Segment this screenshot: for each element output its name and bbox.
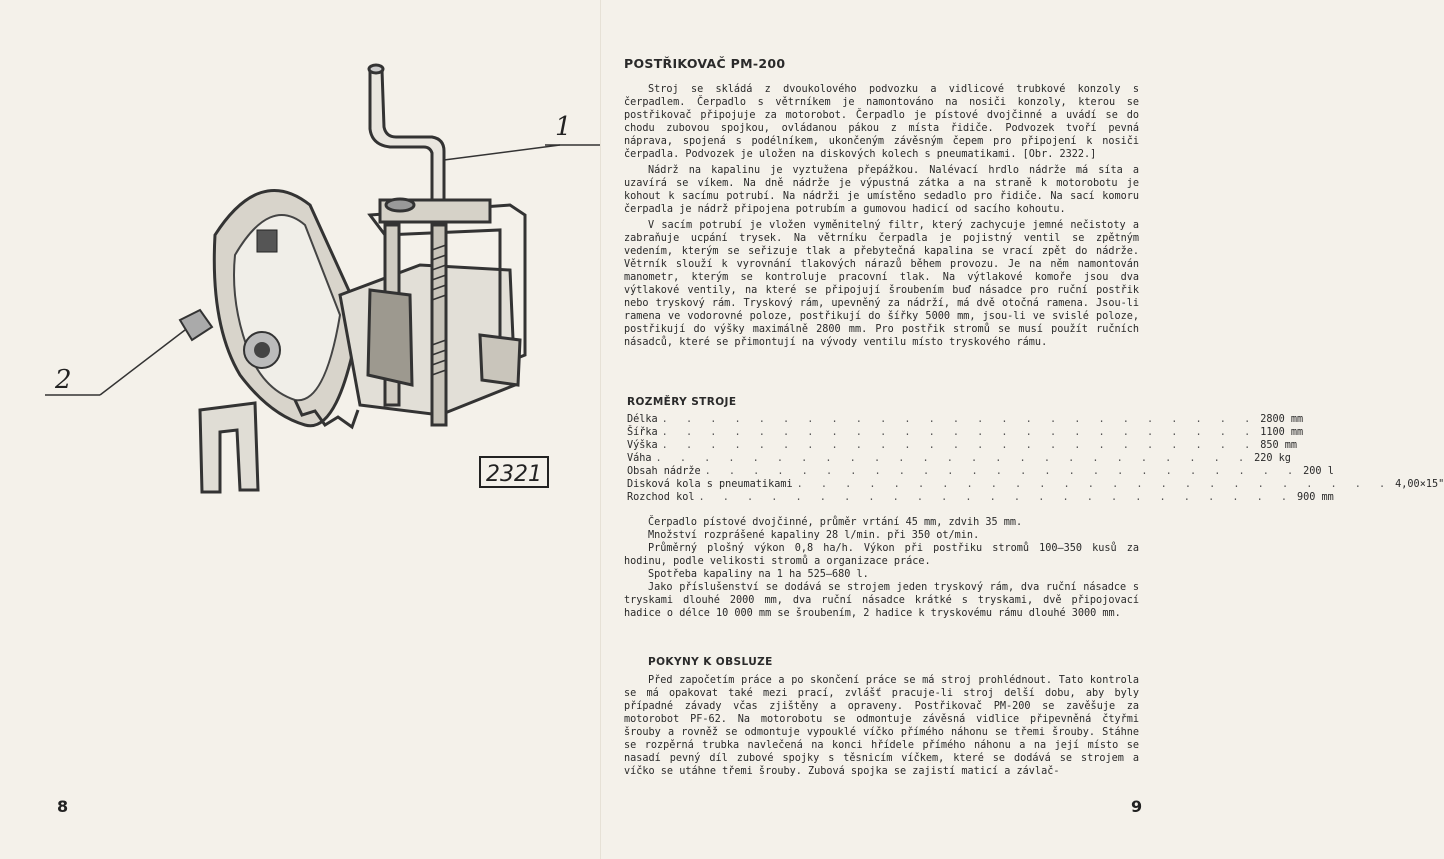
page-number-left: 8 <box>57 797 69 816</box>
leader-line-1 <box>444 145 560 160</box>
service-section <box>624 656 1139 778</box>
intro-paragraph-2: Nádrž na kapalinu je vyztužena přepážkou. Nalévací hrdlo nádrže má síta a uzavírá se víkem. Na dně nádrže je výpustná zátka a na straně k motorobotu je kohout k sacímu potrubí. Na nádrži je umístěno sedadlo pro řidiče. Na sací komoru čerpadla je nádrž připojena potrubím a gumovou hadicí od sacího kohoutu. <box>624 165 1139 215</box>
leader-dots: . . . . . . . . . . . . . . . . . . . . . . . . . <box>655 453 1251 464</box>
dimension-row <box>627 439 1298 452</box>
spread-gutter <box>600 0 601 859</box>
spec-paragraph-2: Množství rozprášené kapaliny 28 l/min. při 350 ot/min. <box>648 530 980 541</box>
dimension-value: 200 l <box>1303 466 1334 477</box>
dimensions-heading: ROZMĚRY STROJE <box>627 396 737 408</box>
dimension-value: 850 mm <box>1260 440 1298 451</box>
leader-dots: . . . . . . . . . . . . . . . . . . . . . . . . . <box>661 414 1257 425</box>
dimension-value: 4,00×15" <box>1395 479 1444 490</box>
dimension-row <box>627 491 1334 504</box>
dimension-label: Váha <box>627 453 652 464</box>
section-title: POSTŘIKOVAČ PM-200 <box>624 56 786 71</box>
leader-dots: . . . . . . . . . . . . . . . . . . . . . . . . . <box>704 466 1300 477</box>
dimensions-heading-block <box>624 396 1139 414</box>
dimension-label: Rozchod kol <box>627 492 695 503</box>
crank-handle <box>369 65 444 205</box>
dimension-value: 2800 mm <box>1260 414 1304 425</box>
pump-illustration <box>40 55 600 505</box>
spec-paragraph-3: Průměrný plošný výkon 0,8 ha/h. Výkon při postřiku stromů 100—350 kusů za hodinu, podle velikosti stromů a organizace práce. <box>624 543 1139 567</box>
dimension-row <box>627 465 1334 478</box>
drive-disc <box>180 190 360 427</box>
leader-line-2 <box>100 330 185 395</box>
dimension-value: 1100 mm <box>1260 427 1304 438</box>
intro-section <box>624 56 1139 349</box>
page-number-right: 9 <box>1131 797 1143 816</box>
leader-dots: . . . . . . . . . . . . . . . . . . . . . . . . . <box>698 492 1294 503</box>
clip-piece <box>200 403 258 492</box>
spec-section <box>624 516 1139 620</box>
leader-dots: . . . . . . . . . . . . . . . . . . . . . . . . . <box>796 479 1392 490</box>
spec-paragraph-5: Jako příslušenství se dodává se strojem jeden tryskový rám, dva ruční násadce s tryskami dlouhé 2000 mm, dva ruční násadce krátké s tryskami, dvě připojovací hadice o délce 10 000 mm se šroubením, 2 hadice k tryskovému rámu dlouhé 3000 mm. <box>624 582 1139 619</box>
leader-dots: . . . . . . . . . . . . . . . . . . . . . . . . . <box>661 440 1257 451</box>
service-heading: POKYNY K OBSLUZE <box>648 656 773 668</box>
dimension-row <box>627 452 1291 465</box>
figure-number: 2321 <box>486 462 542 487</box>
dimension-row <box>627 478 1444 491</box>
spec-paragraph-4: Spotřeba kapaliny na 1 ha 525—680 l. <box>648 569 869 580</box>
callout-1: 1 <box>555 112 572 142</box>
dimension-row <box>627 426 1304 439</box>
pump-drawing <box>40 55 600 505</box>
service-paragraph: Před započetím práce a po skončení práce se má stroj prohlédnout. Tato kontrola se má opakovat také mezi prací, zvlášť pracuje-li stroj delší dobu, aby byly případné závady včas zjištěny a opraveny. Postřikovač PM-200 se zavěšuje za motorobot PF-62. Na motorobotu se odmontuje závěsná vidlice připevněná čtyřmi šrouby a rovněž se odmontuje vypouklé víčko přímého náhonu se třemi šrouby. Stáhne se rozpěrná trubka navlečená na konci hřídele přímého náhonu a na její místo se nasadí pevný díl zubové spojky s těsnicím víčkem, které se dodává se strojem a víčko se utáhne třemi šrouby. Zubová spojka se zajistí maticí a závlač- <box>624 675 1139 777</box>
dimension-value: 900 mm <box>1297 492 1334 503</box>
leader-dots: . . . . . . . . . . . . . . . . . . . . . . . . . <box>661 427 1257 438</box>
dimension-label: Výška <box>627 440 658 451</box>
dimensions-table <box>627 413 1444 504</box>
dimension-label: Disková kola s pneumatikami <box>627 479 793 490</box>
dimension-label: Délka <box>627 414 658 425</box>
intro-paragraph-3: V sacím potrubí je vložen vyměnitelný filtr, který zachycuje jemné nečistoty a zabraňuje ucpání trysek. Na větrníku čerpadla je pojistný ventil se zpětným vedením, kterým se seřizuje tlak a přebytečná kapalina se vrací zpět do nádrže. Větrník slouží k vyrovnání tlakových nárazů během provozu. Je na něm namontován manometr, kterým se kontroluje pracovní tlak. Na výtlakové komoře jsou dva výtlakové ventily, na které se připojují šroubením buď násadce pro ruční postřik nebo tryskový rám. Tryskový rám, upevněný za nádrží, má dvě otočná ramena. Jsou-li ramena ve vodorovné poloze, postřikují do šířky 5000 mm, jsou-li ve svislé poloze, postřikují do výšky maximálně 2800 mm. Pro postřik stromů se musí použít ručních násadců, které se přimontují na vývody ventilu místo tryskového rámu. <box>624 220 1139 348</box>
dimension-value: 220 kg <box>1254 453 1291 464</box>
spec-paragraph-1: Čerpadlo pístové dvojčinné, průměr vrtání 45 mm, zdvih 35 mm. <box>648 517 1023 528</box>
dimension-row <box>627 413 1304 426</box>
pump-body <box>340 199 525 425</box>
callout-2: 2 <box>55 365 72 395</box>
dimension-label: Šířka <box>627 427 658 438</box>
intro-paragraph-1: Stroj se skládá z dvoukolového podvozku a vidlicové trubkové konzoly s čerpadlem. Čerpadlo s větrníkem je namontováno na nosiči konzoly, kterou se postřikovač připojuje za motorobot. Čerpadlo je pístové dvojčinné a uvádí se do chodu zubovou spojkou, ovládanou pákou z místa řidiče. Podvozek tvoří pevná náprava, spojená s podélníkem, ukončeným závěsným čepem pro připojení k nosiči čerpadla. Podvozek je uložen na diskových kolech s pneumatikami. [Obr. 2322.] <box>624 84 1139 160</box>
dimension-label: Obsah nádrže <box>627 466 701 477</box>
